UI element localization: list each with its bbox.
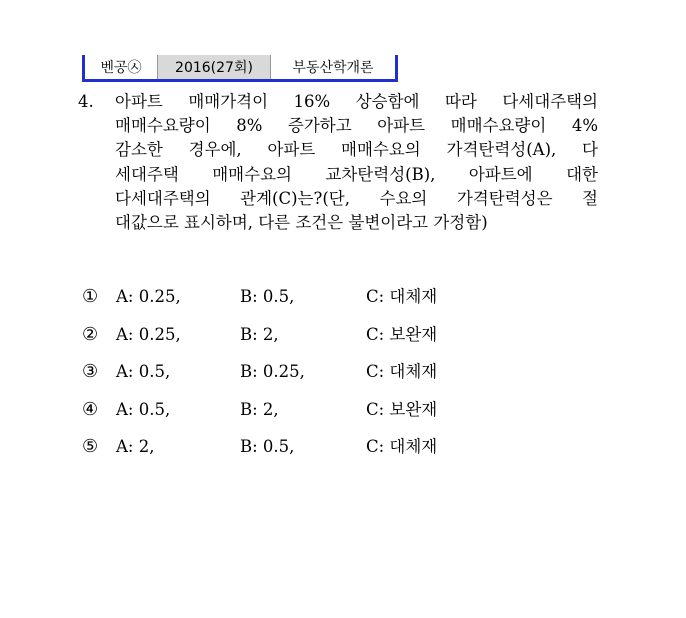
choice-number: ② xyxy=(82,323,99,345)
question-line: 세대주택 매매수요의 교차탄력성(B), 아파트에 대한 xyxy=(115,164,598,184)
choice-4[interactable] xyxy=(82,398,582,436)
choice-c-value: C: 대체재 xyxy=(366,362,438,381)
header-tag: 벤공㉦ xyxy=(85,55,157,79)
choice-c-value: C: 보완재 xyxy=(366,399,438,419)
choice-b-value: B: 0.25, xyxy=(240,362,305,381)
choice-b-value: B: 2, xyxy=(240,399,279,419)
header-exam-year: 2016(27회) xyxy=(157,55,271,79)
choice-number: ④ xyxy=(82,398,99,420)
exam-header xyxy=(82,55,398,82)
choice-number: ⑤ xyxy=(82,436,99,457)
choice-c-value: C: 대체재 xyxy=(366,437,438,456)
choice-number: ① xyxy=(82,286,99,307)
choice-number: ③ xyxy=(82,361,99,382)
choice-3[interactable] xyxy=(82,360,582,398)
answer-choices xyxy=(82,285,582,473)
choice-a-value: A: 0.5, xyxy=(116,399,171,419)
question-line: 대값으로 표시하며, 다른 조건은 불변이라고 가정함) xyxy=(115,212,488,232)
choice-b-value: B: 0.5, xyxy=(240,437,295,456)
choice-a-value: A: 2, xyxy=(116,437,155,456)
choice-c-value: C: 보완재 xyxy=(366,324,438,344)
choice-a-value: A: 0.5, xyxy=(116,362,171,381)
choice-c-value: C: 대체재 xyxy=(366,287,438,306)
header-subject: 부동산학개론 xyxy=(271,55,395,79)
choice-b-value: B: 2, xyxy=(240,324,279,344)
choice-b-value: B: 0.5, xyxy=(240,287,295,306)
choice-a-value: A: 0.25, xyxy=(116,324,181,344)
choice-1[interactable] xyxy=(82,285,582,323)
question-line: 매매수요량이 8% 증가하고 아파트 매매수요량이 4% xyxy=(115,116,598,136)
choice-5[interactable] xyxy=(82,435,582,473)
question-number: 4. xyxy=(78,92,94,111)
question xyxy=(78,90,598,235)
choice-2[interactable] xyxy=(82,323,582,361)
question-line: 다세대주택의 관계(C)는?(단, 수요의 가격탄력성은 절 xyxy=(115,188,598,208)
question-text xyxy=(115,90,598,235)
choice-a-value: A: 0.25, xyxy=(116,287,181,306)
question-line: 감소한 경우에, 아파트 매매수요의 가격탄력성(A), 다 xyxy=(115,140,598,160)
question-line: 아파트 매매가격이 16% 상승함에 따라 다세대주택의 xyxy=(115,92,598,111)
